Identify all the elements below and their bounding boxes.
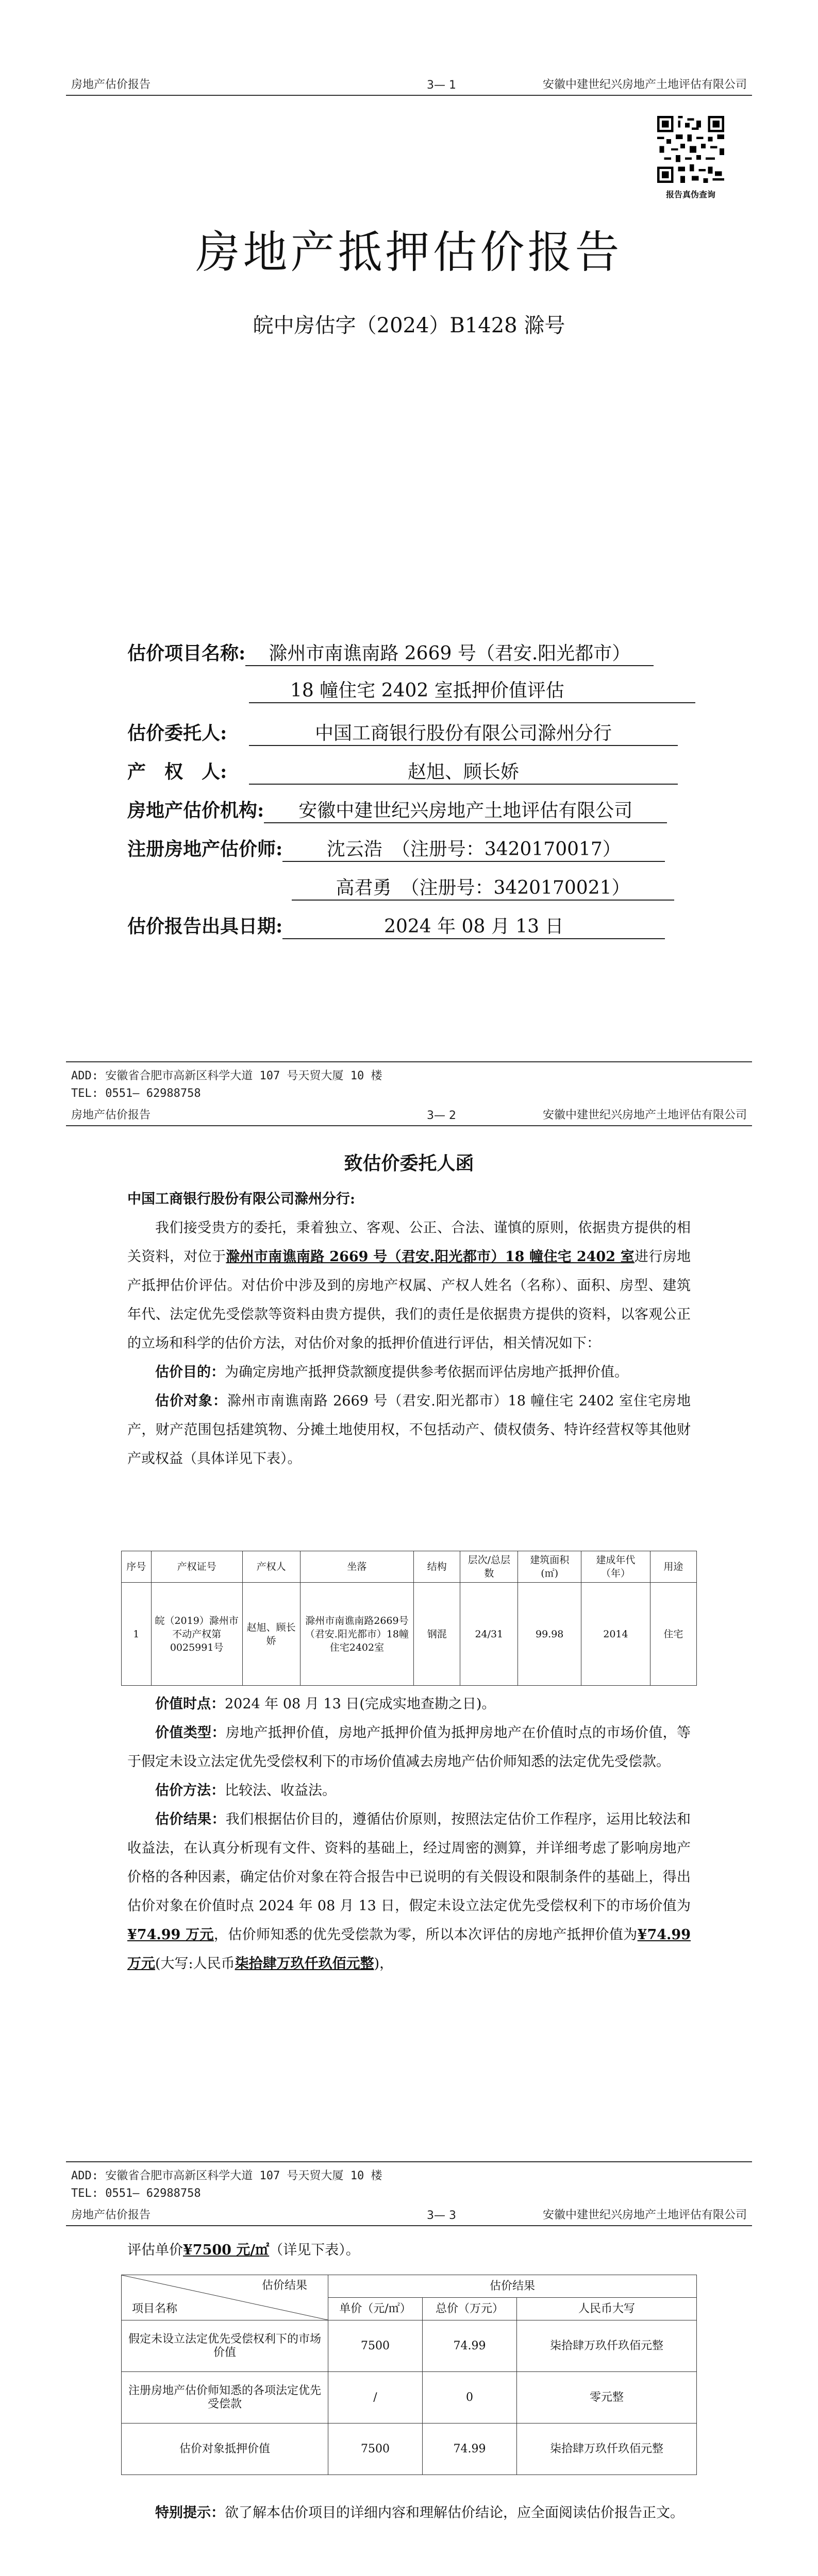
report-date-value: 2024 年 08 月 13 日 (282, 912, 665, 939)
report-date-label: 估价报告出具日期: (127, 916, 283, 937)
table-header-row: 序号 产权证号 产权人 坐落 结构 层次/总层数 建筑面积(㎡) 建成年代（年） 用途 (122, 1551, 697, 1583)
table-row: 假定未设立法定优先受偿权利下的市场价值 7500 74.99 柒拾肆万玖仟玖佰元整 (122, 2320, 697, 2372)
diagonal-header-cell: 估价结果 项目名称 (122, 2275, 328, 2320)
special-note: 特别提示：欲了解本估价项目的详细内容和理解估价结论，应全面阅读估价报告正文。 (155, 2505, 684, 2521)
header-right: 安徽中建世纪兴房地产土地评估有限公司 (542, 1109, 747, 1122)
project-name-row-2 (249, 676, 695, 703)
letter-page (0, 1108, 818, 2208)
date-row (127, 912, 665, 939)
purpose-paragraph: 估价目的：为确定房地产抵押贷款额度提供参考依据而评估房地产抵押价值。 (155, 1364, 628, 1380)
owner-value: 赵旭、顾长娇 (249, 757, 678, 785)
header-page-number: 3— 3 (427, 2209, 456, 2222)
agency-label: 房地产估价机构: (127, 800, 264, 821)
header-page-number: 3— 2 (427, 1109, 456, 1122)
appraiser-2: 高君勇 （注册号：3420170021） (292, 873, 674, 901)
header-page-number: 3— 1 (427, 79, 456, 92)
cover-page (0, 0, 818, 1108)
letter-body-2 (127, 1690, 691, 1978)
value-time-paragraph: 价值时点：2024 年 08 月 13 日(完成实地查勘之日)。 (155, 1696, 496, 1712)
appraiser-1: 沈云浩 （注册号：3420170017） (282, 835, 665, 862)
table-row: 估价对象抵押价值 7500 74.99 柒拾肆万玖仟玖佰元整 (122, 2424, 697, 2475)
page-footer (66, 2161, 752, 2202)
project-name-label: 估价项目名称: (127, 642, 246, 664)
intro-paragraph: 我们接受贵方的委托，秉着独立、客观、公正、合法、谨慎的原则，依据贵方提供的相关资料，对位于滁州市南谯南路 2669 号（君安.阳光都市）18 幢住宅 2402 室进行房地产抵押估价评估。对估价中涉及到的房地产权属、产权人姓名（名称）、面积、房型、建筑年代、法定优先受偿款等资料由贵方提供，我们的责任是依据贵方提供的资料，以客观公正的立场和科学的估价方法，对估价对象的抵押价值进行评估，相关情况如下： (127, 1220, 691, 1351)
page-footer (66, 1061, 752, 1103)
appraiser-row (127, 835, 665, 862)
result-paragraph: 估价结果：我们根据估价目的，遵循估价原则，按照法定估价工作程序，运用比较法和收益法，在认真分析现有文件、资料的基础上，经过周密的测算，并详细考虑了影响房地产价格的各种因素，确定估价对象在符合报告中已说明的有关假设和限制条件的基础上，得出估价对象在价值时点 2024 年 08 月 13 日，假定未设立法定优先受偿权利下的市场价值为¥74.99 万元，估价师知悉的优先受偿款为零，所以本次评估的房地产抵押价值为¥74.99 万元(大写:人民币柒拾肆万玖仟玖佰元整)， (127, 1811, 691, 1972)
agency-row (127, 796, 667, 823)
method-paragraph: 估价方法：比较法、收益法。 (155, 1783, 336, 1799)
footer-address: ADD: 安徽省合肥市高新区科学大道 107 号天贸大厦 10 楼 (71, 1070, 382, 1082)
value-type-paragraph: 价值类型：房地产抵押价值，房地产抵押价值为抵押房地产在价值时点的市场价值，等于假定未设立法定优先受偿权利下的市场价值减去房地产估价师知悉的法定优先受偿款。 (127, 1725, 691, 1770)
table-header-row: 估价结果 项目名称 估价结果 (122, 2275, 697, 2298)
property-table (121, 1551, 697, 1686)
owner-label: 产 权 人: (127, 761, 227, 783)
header-left: 房地产估价报告 (71, 78, 151, 91)
table-row: 注册房地产估价师知悉的各项法定优先受偿款 / 0 零元整 (122, 2372, 697, 2424)
letter-body (127, 1185, 691, 1473)
summary-page (0, 2208, 818, 2576)
header-left: 房地产估价报告 (71, 2209, 151, 2222)
page-header (66, 1108, 752, 1126)
report-title: 房地产抵押估价报告 (195, 227, 623, 278)
owner-row (127, 757, 678, 785)
footer-address: ADD: 安徽省合肥市高新区科学大道 107 号天贸大厦 10 楼 (71, 2170, 382, 2182)
header-left: 房地产估价报告 (71, 1109, 151, 1122)
project-name-line1: 滁州市南谯南路 2669 号（君安.阳光都市） (245, 639, 654, 666)
unit-price-line: 评估单价¥7500 元/㎡（详见下表）。 (127, 2242, 360, 2258)
table-row: 1 皖（2019）滁州市不动产权第0025991号 赵旭、顾长娇 滁州市南谯南路2669号（君安.阳光都市）18幢住宅2402室 钢混 24/31 99.98 2014 住宅 (122, 1583, 697, 1686)
result-table (121, 2275, 697, 2475)
client-row (127, 719, 678, 746)
footer-phone: TEL: 0551— 62988758 (71, 2187, 201, 2200)
object-paragraph: 估价对象：滁州市南谯南路 2669 号（君安.阳光都市）18 幢住宅 2402 室住宅房地产，财产范围包括建筑物、分摊土地使用权，不包括动产、债权债务、特许经营权等其他财产或权益（具体详见下表）。 (127, 1393, 691, 1467)
salutation: 中国工商银行股份有限公司滁州分行: (127, 1191, 355, 1207)
appraiser-label: 注册房地产估价师: (127, 838, 283, 860)
header-right: 安徽中建世纪兴房地产土地评估有限公司 (542, 2209, 747, 2222)
qr-caption: 报告真伪查询 (665, 190, 715, 199)
client-label: 估价委托人: (127, 722, 227, 744)
agency-value: 安徽中建世纪兴房地产土地评估有限公司 (264, 796, 667, 823)
page-header (66, 77, 752, 96)
project-name-line2: 18 幢住宅 2402 室抵押价值评估 (249, 676, 695, 703)
table-subheader-row: 单价（元/㎡） 总价（万元） 人民币大写 (122, 2298, 697, 2320)
appraiser-row-2 (292, 873, 674, 901)
header-right: 安徽中建世纪兴房地产土地评估有限公司 (542, 78, 747, 91)
letter-title: 致估价委托人函 (344, 1153, 474, 1174)
project-name-row (127, 639, 654, 666)
qr-code-icon[interactable] (657, 116, 724, 183)
client-value: 中国工商银行股份有限公司滁州分行 (249, 719, 678, 746)
page-header (66, 2208, 752, 2226)
document-number: 皖中房估字（2024）B1428 滁号 (253, 314, 565, 337)
footer-phone: TEL: 0551— 62988758 (71, 1087, 201, 1100)
